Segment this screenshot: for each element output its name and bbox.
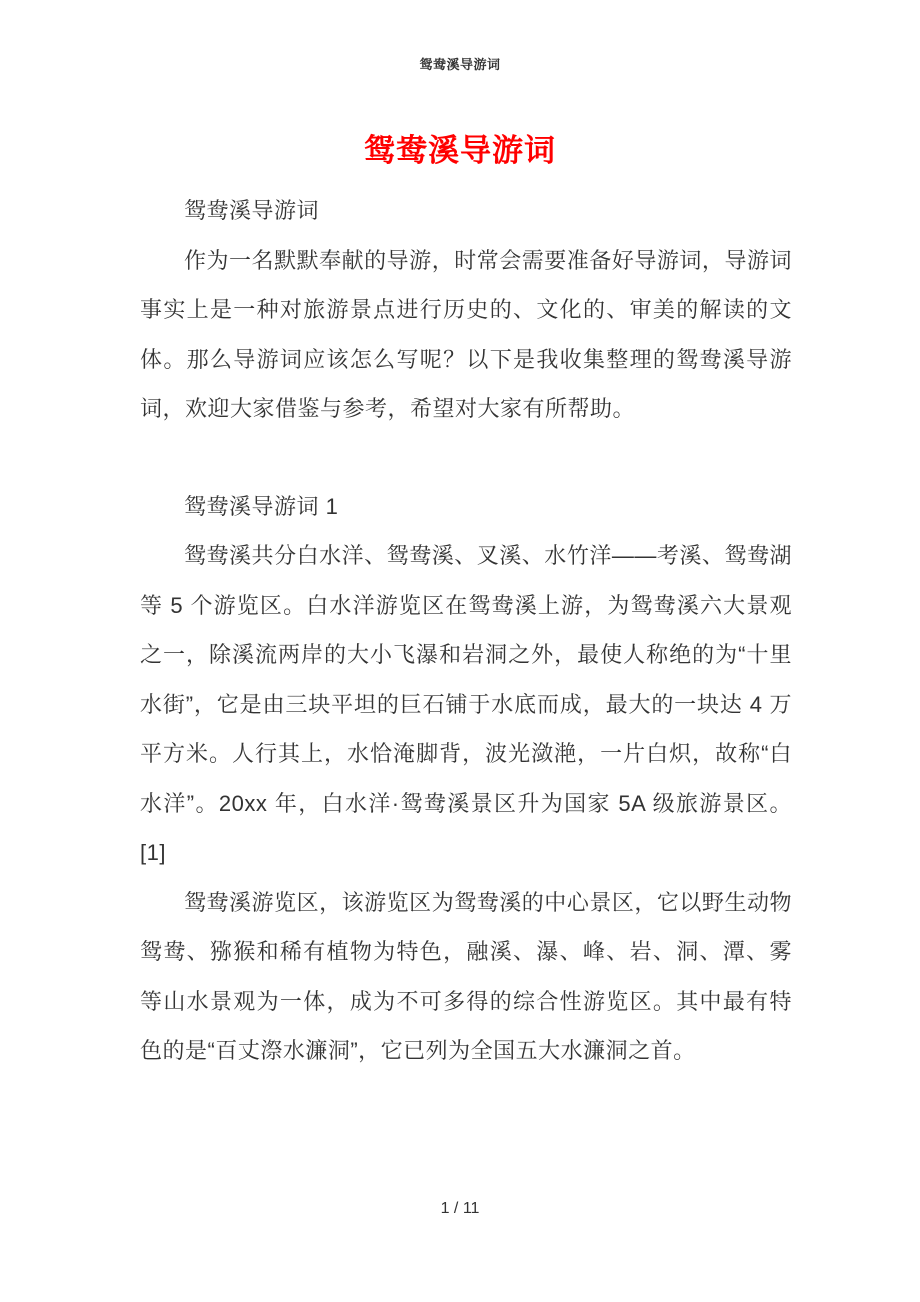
document-title: 鸳鸯溪导游词 [364, 133, 556, 168]
paragraph-section-heading: 鸳鸯溪导游词 1 [184, 493, 339, 519]
page-header [0, 0, 920, 73]
paragraph-intro: 作为一名默默奉献的导游，时常会需要准备好导游词，导游词事实上是一种对旅游景点进行历史的、文化的、审美的解读的文体。那么导游词应该怎么写呢？以下是我收集整理的鸳鸯溪导游词，欢迎大家借鉴与参考，希望对大家有所帮助。 [140, 247, 792, 421]
paragraph-body-1: 鸳鸯溪共分白水洋、鸳鸯溪、叉溪、水竹洋——考溪、鸳鸯湖等 5 个游览区。白水洋游览区在鸳鸯溪上游，为鸳鸯溪六大景观之一，除溪流两岸的大小飞瀑和岩洞之外，最使人称绝的为“十里水街”，它是由三块平坦的巨石铺于水底而成，最大的一块达 4 万平方米。人行其上，水恰淹脚背，波光潋滟，一片白炽，故称“白水洋”。20xx 年，白水洋·鸳鸯溪景区升为国家 5A 级旅游景区。[1] [140, 543, 792, 865]
paragraph-body-2: 鸳鸯溪游览区，该游览区为鸳鸯溪的中心景区，它以野生动物鸳鸯、猕猴和稀有植物为特色，融溪、瀑、峰、岩、洞、潭、雾等山水景观为一体，成为不可多得的综合性游览区。其中最有特色的是“百丈漈水濂洞”，它已列为全国五大水濂洞之首。 [140, 889, 792, 1063]
document-body [0, 186, 920, 1076]
page-footer [0, 1200, 920, 1218]
paragraph-subtitle: 鸳鸯溪导游词 [184, 198, 320, 223]
header-running-title: 鸳鸯溪导游词 [419, 57, 501, 72]
page-number: 1 / 11 [440, 1200, 480, 1217]
